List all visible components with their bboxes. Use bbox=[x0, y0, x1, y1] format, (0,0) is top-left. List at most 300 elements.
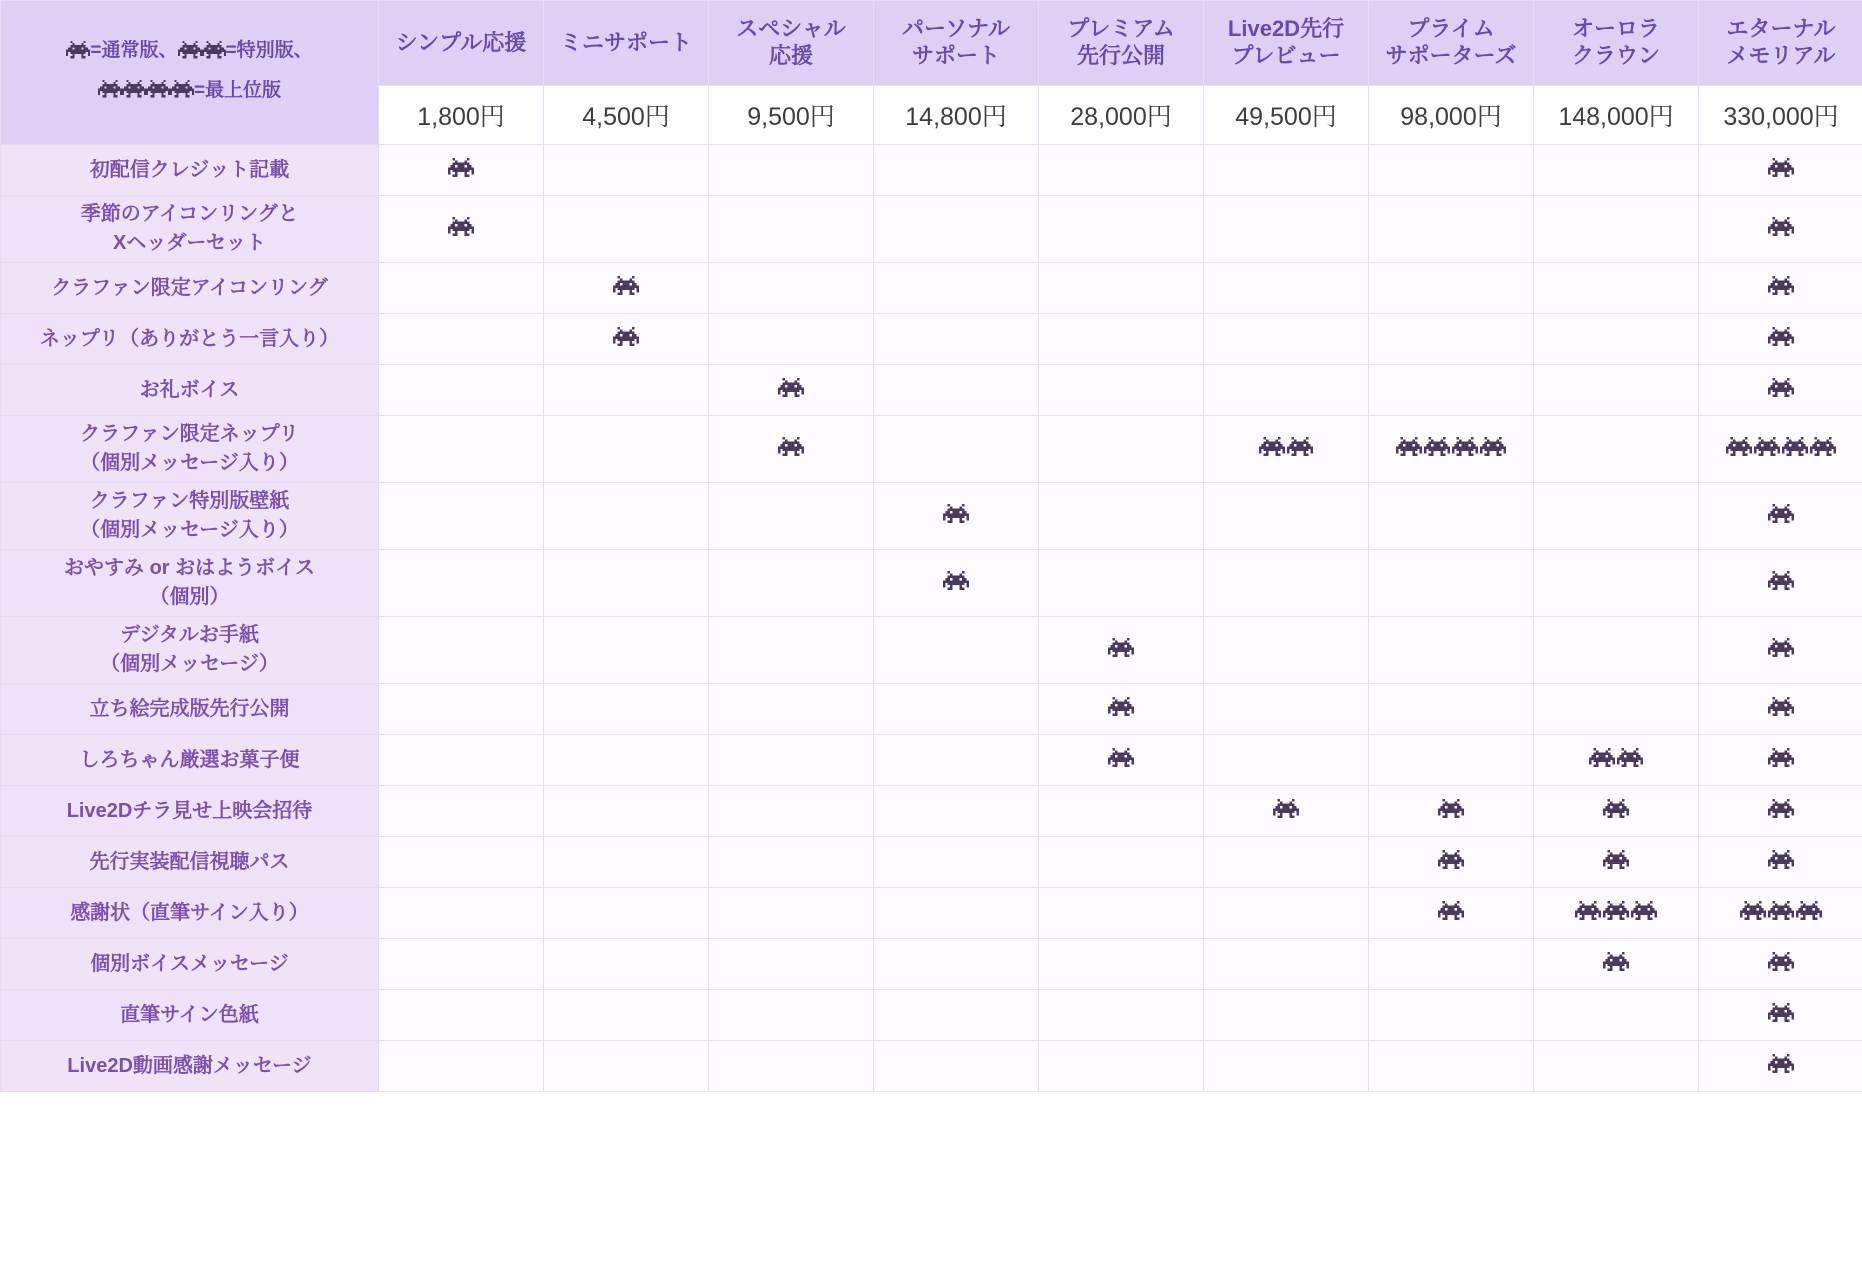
reward-label bbox=[1, 786, 379, 837]
reward-cell bbox=[1699, 1041, 1862, 1092]
invader-icon-group bbox=[1767, 503, 1795, 524]
reward-cell bbox=[874, 1041, 1039, 1092]
reward-cell bbox=[1699, 483, 1862, 550]
alien-invader-icon bbox=[1810, 436, 1836, 457]
reward-cell bbox=[1534, 888, 1699, 939]
alien-invader-icon bbox=[1452, 436, 1478, 457]
invader-icon-group bbox=[1767, 849, 1795, 870]
invader-icon-group bbox=[1588, 747, 1644, 768]
reward-cell bbox=[709, 483, 874, 550]
reward-cell bbox=[544, 263, 709, 314]
tier-name-line: サポート bbox=[911, 43, 1000, 68]
invader-icon-group bbox=[1767, 570, 1795, 591]
alien-invader-icon bbox=[778, 377, 804, 398]
reward-cell bbox=[544, 365, 709, 416]
alien-invader-icon bbox=[1768, 275, 1794, 296]
invader-icon-group bbox=[1258, 436, 1314, 457]
reward-cell bbox=[1369, 1041, 1534, 1092]
reward-label-line: 季節のアイコンリングと bbox=[80, 203, 299, 225]
reward-cell bbox=[1534, 483, 1699, 550]
reward-cell bbox=[1204, 786, 1369, 837]
reward-label bbox=[1, 483, 379, 550]
reward-label-line: クラファン限定ネップリ bbox=[80, 423, 299, 445]
reward-cell bbox=[1369, 196, 1534, 263]
table-row bbox=[1, 837, 1862, 888]
reward-cell bbox=[874, 314, 1039, 365]
reward-cell bbox=[1039, 786, 1204, 837]
reward-cell bbox=[1699, 888, 1862, 939]
reward-cell bbox=[874, 837, 1039, 888]
reward-label bbox=[1, 365, 379, 416]
tier-name-line: メモリアル bbox=[1726, 43, 1836, 68]
reward-label bbox=[1, 314, 379, 365]
alien-invader-icon bbox=[1287, 436, 1313, 457]
alien-invader-icon bbox=[1108, 747, 1134, 768]
reward-cell bbox=[1369, 888, 1534, 939]
table-row bbox=[1, 483, 1862, 550]
reward-cell bbox=[709, 1041, 874, 1092]
reward-cell bbox=[1369, 837, 1534, 888]
reward-cell bbox=[1204, 263, 1369, 314]
alien-invader-icon bbox=[1796, 900, 1822, 921]
reward-cell bbox=[379, 145, 544, 196]
invader-icon-group bbox=[1739, 900, 1823, 921]
table-row bbox=[1, 416, 1862, 483]
reward-cell bbox=[874, 196, 1039, 263]
tier-header-5 bbox=[1039, 1, 1204, 86]
reward-label bbox=[1, 684, 379, 735]
reward-label-line: おやすみ or おはようボイス bbox=[64, 557, 315, 579]
reward-cell bbox=[1699, 990, 1862, 1041]
reward-cell bbox=[1534, 684, 1699, 735]
reward-label-line: クラファン特別版壁紙 bbox=[89, 490, 290, 512]
alien-invader-icon bbox=[1438, 849, 1464, 870]
tier-name-line: エターナル bbox=[1726, 16, 1836, 42]
alien-invader-icon bbox=[178, 36, 202, 72]
reward-cell bbox=[544, 990, 709, 1041]
reward-cell bbox=[544, 1041, 709, 1092]
reward-label-line: 個別ボイスメッセージ bbox=[90, 952, 289, 975]
invader-icon-group bbox=[1437, 798, 1465, 819]
alien-invader-icon bbox=[1726, 436, 1752, 457]
reward-cell bbox=[1369, 145, 1534, 196]
reward-label bbox=[1, 837, 379, 888]
alien-invader-icon bbox=[1768, 798, 1794, 819]
alien-invader-icon bbox=[1754, 436, 1780, 457]
alien-invader-icon bbox=[1589, 747, 1615, 768]
reward-cell bbox=[1039, 735, 1204, 786]
invader-icon-group bbox=[777, 377, 805, 398]
reward-cell bbox=[1204, 617, 1369, 684]
reward-cell bbox=[1534, 1041, 1699, 1092]
reward-cell bbox=[544, 684, 709, 735]
reward-cell bbox=[1369, 786, 1534, 837]
legend-text-normal: =通常版、 bbox=[90, 40, 178, 62]
reward-cell bbox=[709, 263, 874, 314]
tier-price-2: 4,500円 bbox=[544, 86, 709, 145]
tier-price-8: 148,000円 bbox=[1534, 86, 1699, 145]
reward-cell bbox=[1204, 550, 1369, 617]
invader-icon-group bbox=[1602, 951, 1630, 972]
reward-cell bbox=[1699, 314, 1862, 365]
alien-invader-icon bbox=[66, 36, 90, 72]
table-row bbox=[1, 617, 1862, 684]
reward-cell bbox=[1534, 990, 1699, 1041]
reward-cell bbox=[544, 416, 709, 483]
reward-label bbox=[1, 990, 379, 1041]
reward-label-line: クラファン限定アイコンリング bbox=[51, 276, 328, 299]
invader-icon-group bbox=[1395, 436, 1507, 457]
tier-name-line: Live2D先行 bbox=[1227, 16, 1345, 42]
reward-cell bbox=[1534, 837, 1699, 888]
tier-name-line: プレミアム bbox=[1067, 16, 1175, 42]
legend-text-top: =最上位版 bbox=[193, 79, 282, 101]
alien-invader-icon bbox=[1424, 436, 1450, 457]
table-row bbox=[1, 314, 1862, 365]
reward-cell bbox=[874, 365, 1039, 416]
reward-cell bbox=[1369, 939, 1534, 990]
reward-cell bbox=[1699, 263, 1862, 314]
reward-label-line: 感謝状（直筆サイン入り） bbox=[70, 901, 309, 924]
reward-cell bbox=[1204, 145, 1369, 196]
alien-invader-icon bbox=[1768, 326, 1794, 347]
reward-cell bbox=[1369, 416, 1534, 483]
reward-label-line: ネップリ（ありがとう一言入り） bbox=[39, 327, 340, 350]
tier-header-6 bbox=[1204, 1, 1369, 86]
reward-cell bbox=[379, 550, 544, 617]
alien-invader-icon bbox=[1740, 900, 1766, 921]
tier-header-7 bbox=[1369, 1, 1534, 86]
alien-invader-icon bbox=[146, 76, 170, 112]
reward-label bbox=[1, 617, 379, 684]
reward-label-line: （個別メッセージ入り） bbox=[80, 519, 299, 541]
reward-cell bbox=[1039, 263, 1204, 314]
reward-cell bbox=[874, 786, 1039, 837]
invader-icon-group bbox=[1767, 326, 1795, 347]
alien-invader-icon bbox=[1438, 900, 1464, 921]
alien-invader-icon bbox=[1575, 900, 1601, 921]
alien-invader-icon bbox=[1603, 951, 1629, 972]
alien-invader-icon bbox=[1259, 436, 1285, 457]
tier-name-line: スペシャル bbox=[736, 16, 846, 42]
reward-cell bbox=[1534, 939, 1699, 990]
tier-name-line: プライム bbox=[1407, 16, 1495, 42]
reward-cell bbox=[1699, 365, 1862, 416]
alien-invader-icon bbox=[1631, 900, 1657, 921]
reward-cell bbox=[1204, 483, 1369, 550]
reward-cell bbox=[1039, 314, 1204, 365]
invader-icon-group bbox=[1574, 900, 1658, 921]
tier-name-line: ミニサポート bbox=[559, 29, 692, 55]
reward-cell bbox=[379, 990, 544, 1041]
alien-invader-icon bbox=[613, 326, 639, 347]
reward-cell bbox=[1699, 837, 1862, 888]
tier-name-row bbox=[1, 1, 1862, 86]
alien-invader-icon bbox=[1768, 377, 1794, 398]
reward-cell bbox=[1204, 939, 1369, 990]
reward-cell bbox=[1039, 416, 1204, 483]
invader-icon-group bbox=[1767, 951, 1795, 972]
invader-icon-group bbox=[1767, 747, 1795, 768]
alien-invader-icon bbox=[1768, 1053, 1794, 1074]
reward-cell bbox=[1039, 617, 1204, 684]
reward-cell bbox=[709, 786, 874, 837]
reward-cell bbox=[874, 684, 1039, 735]
reward-label-line: Xヘッダーセット bbox=[113, 232, 266, 254]
tier-name-line: シンプル応援 bbox=[395, 29, 527, 55]
reward-cell bbox=[1534, 735, 1699, 786]
table-row bbox=[1, 1041, 1862, 1092]
invader-icon-group bbox=[1767, 637, 1795, 658]
table-row bbox=[1, 888, 1862, 939]
invader-icon-group bbox=[447, 216, 475, 237]
alien-invader-icon bbox=[1768, 747, 1794, 768]
reward-cell bbox=[1699, 786, 1862, 837]
tier-name-line: 先行公開 bbox=[1076, 43, 1165, 68]
reward-label-line: しろちゃん厳選お菓子便 bbox=[79, 748, 300, 771]
reward-label bbox=[1, 263, 379, 314]
reward-cell bbox=[544, 145, 709, 196]
reward-cell bbox=[544, 837, 709, 888]
table-row bbox=[1, 365, 1862, 416]
tier-price-4: 14,800円 bbox=[874, 86, 1039, 145]
tier-price-3: 9,500円 bbox=[709, 86, 874, 145]
legend-line-2 bbox=[1, 73, 378, 112]
reward-label-line: （個別メッセージ） bbox=[100, 653, 279, 675]
alien-invader-icon bbox=[202, 36, 226, 72]
reward-cell bbox=[1204, 416, 1369, 483]
legend-line-1 bbox=[1, 33, 378, 72]
reward-cell bbox=[1369, 990, 1534, 1041]
reward-cell bbox=[874, 145, 1039, 196]
reward-label-line: 直筆サイン色紙 bbox=[120, 1003, 259, 1026]
reward-cell bbox=[544, 786, 709, 837]
reward-cell bbox=[709, 416, 874, 483]
reward-cell bbox=[1534, 196, 1699, 263]
reward-cell bbox=[1369, 617, 1534, 684]
reward-cell bbox=[1039, 483, 1204, 550]
reward-cell bbox=[544, 196, 709, 263]
alien-invader-icon bbox=[1273, 798, 1299, 819]
reward-cell bbox=[1369, 365, 1534, 416]
reward-cell bbox=[1369, 314, 1534, 365]
invader-icon-group bbox=[612, 326, 640, 347]
tier-name-line: プレビュー bbox=[1231, 43, 1341, 68]
reward-label-line: 初配信クレジット記載 bbox=[89, 158, 290, 181]
reward-cell bbox=[379, 735, 544, 786]
reward-cell bbox=[874, 888, 1039, 939]
reward-cell bbox=[709, 365, 874, 416]
reward-cell bbox=[874, 550, 1039, 617]
invader-icon-group bbox=[1767, 157, 1795, 178]
invader-icon-group bbox=[612, 275, 640, 296]
reward-cell bbox=[709, 939, 874, 990]
alien-invader-icon bbox=[1108, 696, 1134, 717]
reward-cell bbox=[1039, 550, 1204, 617]
reward-label-line: 先行実装配信視聴パス bbox=[89, 850, 290, 873]
alien-invader-icon bbox=[1617, 747, 1643, 768]
alien-invader-icon bbox=[1768, 900, 1794, 921]
alien-invader-icon bbox=[1438, 798, 1464, 819]
alien-invader-icon bbox=[1603, 798, 1629, 819]
reward-cell bbox=[1039, 196, 1204, 263]
legend-text-special: =特別版、 bbox=[225, 40, 313, 62]
reward-cell bbox=[379, 617, 544, 684]
invader-icon-group bbox=[1272, 798, 1300, 819]
reward-cell bbox=[1699, 145, 1862, 196]
reward-cell bbox=[1699, 939, 1862, 990]
reward-label-line: （個別） bbox=[149, 586, 230, 608]
reward-label-line: （個別メッセージ入り） bbox=[80, 452, 299, 474]
reward-cell bbox=[1534, 550, 1699, 617]
reward-cell bbox=[1369, 263, 1534, 314]
reward-cell bbox=[379, 1041, 544, 1092]
alien-invader-icon bbox=[1768, 570, 1794, 591]
reward-cell bbox=[379, 196, 544, 263]
table-row bbox=[1, 684, 1862, 735]
reward-cell bbox=[1699, 196, 1862, 263]
invader-icon-group bbox=[1602, 849, 1630, 870]
reward-cell bbox=[544, 550, 709, 617]
reward-cell bbox=[379, 263, 544, 314]
invader-icon-group bbox=[1767, 696, 1795, 717]
alien-invader-icon bbox=[943, 503, 969, 524]
table-row bbox=[1, 263, 1862, 314]
alien-invader-icon bbox=[1768, 696, 1794, 717]
reward-cell bbox=[379, 314, 544, 365]
table-row bbox=[1, 990, 1862, 1041]
reward-cell bbox=[874, 416, 1039, 483]
tier-price-7: 98,000円 bbox=[1369, 86, 1534, 145]
alien-invader-icon bbox=[1768, 1002, 1794, 1023]
invader-icon-group bbox=[1437, 849, 1465, 870]
table-header bbox=[1, 1, 1862, 145]
invader-icon-group bbox=[1437, 900, 1465, 921]
reward-cell bbox=[1699, 684, 1862, 735]
invader-icon-group bbox=[1107, 637, 1135, 658]
table-row bbox=[1, 786, 1862, 837]
reward-label-line: 立ち絵完成版先行公開 bbox=[89, 697, 290, 720]
reward-cell bbox=[379, 483, 544, 550]
tier-name-line: オーロラ bbox=[1571, 16, 1660, 42]
alien-invader-icon bbox=[1108, 637, 1134, 658]
table-row bbox=[1, 550, 1862, 617]
reward-label-line: Live2D動画感謝メッセージ bbox=[67, 1054, 312, 1077]
reward-cell bbox=[709, 684, 874, 735]
reward-cell bbox=[1039, 837, 1204, 888]
reward-cell bbox=[379, 939, 544, 990]
reward-label bbox=[1, 888, 379, 939]
alien-invader-icon bbox=[1603, 849, 1629, 870]
reward-cell bbox=[1204, 314, 1369, 365]
reward-cell bbox=[874, 483, 1039, 550]
tier-name-line: パーソナル bbox=[901, 16, 1011, 42]
invader-icon-group bbox=[1107, 696, 1135, 717]
reward-cell bbox=[709, 550, 874, 617]
legend-cell bbox=[1, 1, 379, 145]
reward-cell bbox=[1204, 735, 1369, 786]
reward-label bbox=[1, 196, 379, 263]
reward-cell bbox=[379, 837, 544, 888]
tier-header-9 bbox=[1699, 1, 1862, 86]
tier-header-1 bbox=[379, 1, 544, 86]
tier-price-1: 1,800円 bbox=[379, 86, 544, 145]
tier-price-6: 49,500円 bbox=[1204, 86, 1369, 145]
reward-cell bbox=[1369, 735, 1534, 786]
tier-header-8 bbox=[1534, 1, 1699, 86]
reward-cell bbox=[874, 617, 1039, 684]
reward-cell bbox=[1534, 263, 1699, 314]
reward-cell bbox=[1039, 939, 1204, 990]
alien-invader-icon bbox=[943, 570, 969, 591]
reward-label bbox=[1, 550, 379, 617]
reward-cell bbox=[874, 735, 1039, 786]
reward-cell bbox=[1534, 617, 1699, 684]
invader-icon-group bbox=[1767, 216, 1795, 237]
reward-cell bbox=[544, 735, 709, 786]
reward-cell bbox=[1039, 145, 1204, 196]
reward-cell bbox=[379, 416, 544, 483]
alien-invader-icon bbox=[1768, 503, 1794, 524]
reward-cell bbox=[1039, 365, 1204, 416]
reward-cell bbox=[709, 145, 874, 196]
invader-icon-group bbox=[1602, 798, 1630, 819]
alien-invader-icon bbox=[170, 76, 194, 112]
tier-price-5: 28,000円 bbox=[1039, 86, 1204, 145]
reward-cell bbox=[1534, 145, 1699, 196]
reward-cell bbox=[709, 314, 874, 365]
table-row bbox=[1, 196, 1862, 263]
reward-cell bbox=[544, 483, 709, 550]
reward-label-line: デジタルお手紙 bbox=[120, 624, 259, 646]
reward-cell bbox=[379, 365, 544, 416]
reward-cell bbox=[709, 837, 874, 888]
reward-cell bbox=[709, 888, 874, 939]
reward-cell bbox=[1204, 196, 1369, 263]
tier-header-3 bbox=[709, 1, 874, 86]
table-row bbox=[1, 939, 1862, 990]
reward-cell bbox=[1204, 684, 1369, 735]
reward-cell bbox=[544, 314, 709, 365]
reward-cell bbox=[709, 196, 874, 263]
reward-cell bbox=[1204, 837, 1369, 888]
reward-cell bbox=[1534, 365, 1699, 416]
reward-label bbox=[1, 416, 379, 483]
alien-invader-icon bbox=[1396, 436, 1422, 457]
alien-invader-icon bbox=[613, 275, 639, 296]
alien-invader-icon bbox=[122, 76, 146, 112]
reward-cell bbox=[1039, 888, 1204, 939]
table-row bbox=[1, 735, 1862, 786]
reward-cell bbox=[709, 990, 874, 1041]
alien-invader-icon bbox=[1768, 637, 1794, 658]
reward-label-line: お礼ボイス bbox=[139, 378, 240, 401]
invader-icon-group bbox=[777, 436, 805, 457]
tier-header-2 bbox=[544, 1, 709, 86]
reward-cell bbox=[1534, 314, 1699, 365]
tier-name-line: クラウン bbox=[1571, 43, 1660, 68]
reward-label bbox=[1, 735, 379, 786]
alien-invader-icon bbox=[98, 76, 122, 112]
reward-cell bbox=[1204, 888, 1369, 939]
invader-icon-group bbox=[1767, 1053, 1795, 1074]
reward-cell bbox=[544, 888, 709, 939]
tier-header-4 bbox=[874, 1, 1039, 86]
alien-invader-icon bbox=[1782, 436, 1808, 457]
reward-cell bbox=[1699, 735, 1862, 786]
reward-cell bbox=[1204, 365, 1369, 416]
reward-cell bbox=[709, 735, 874, 786]
